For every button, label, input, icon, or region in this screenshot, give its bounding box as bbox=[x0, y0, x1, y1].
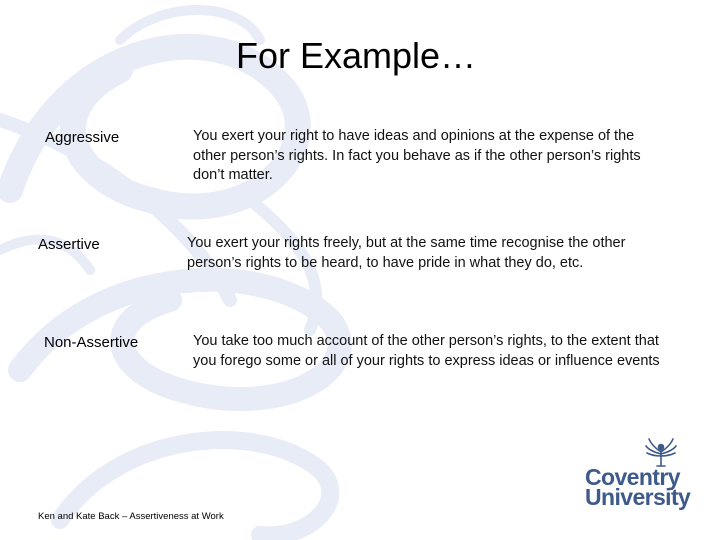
coventry-university-logo bbox=[583, 438, 691, 514]
logo-text-university: University bbox=[585, 484, 691, 510]
logo-text-coventry: Coventry bbox=[585, 464, 680, 490]
definition-non-assertive: You take too much account of the other person’s rights, to the extent that you forego some or all of your rights to express ideas or influence events bbox=[193, 333, 660, 369]
footer-credit: Ken and Kate Back – Assertiveness at Work bbox=[38, 511, 224, 522]
term-assertive: Assertive bbox=[38, 236, 100, 253]
term-aggressive: Aggressive bbox=[45, 129, 120, 146]
definition-aggressive: You exert your right to have ideas and opinions at the expense of the other person’s rights. In fact you behave as if the other person’s rights don’t matter. bbox=[193, 128, 641, 183]
slide-title: For Example… bbox=[235, 35, 477, 76]
term-non-assertive: Non-Assertive bbox=[44, 334, 139, 351]
definition-assertive: You exert your rights freely, but at the same time recognise the other person’s rights to be heard, to have pride in what they do, etc. bbox=[187, 235, 626, 271]
